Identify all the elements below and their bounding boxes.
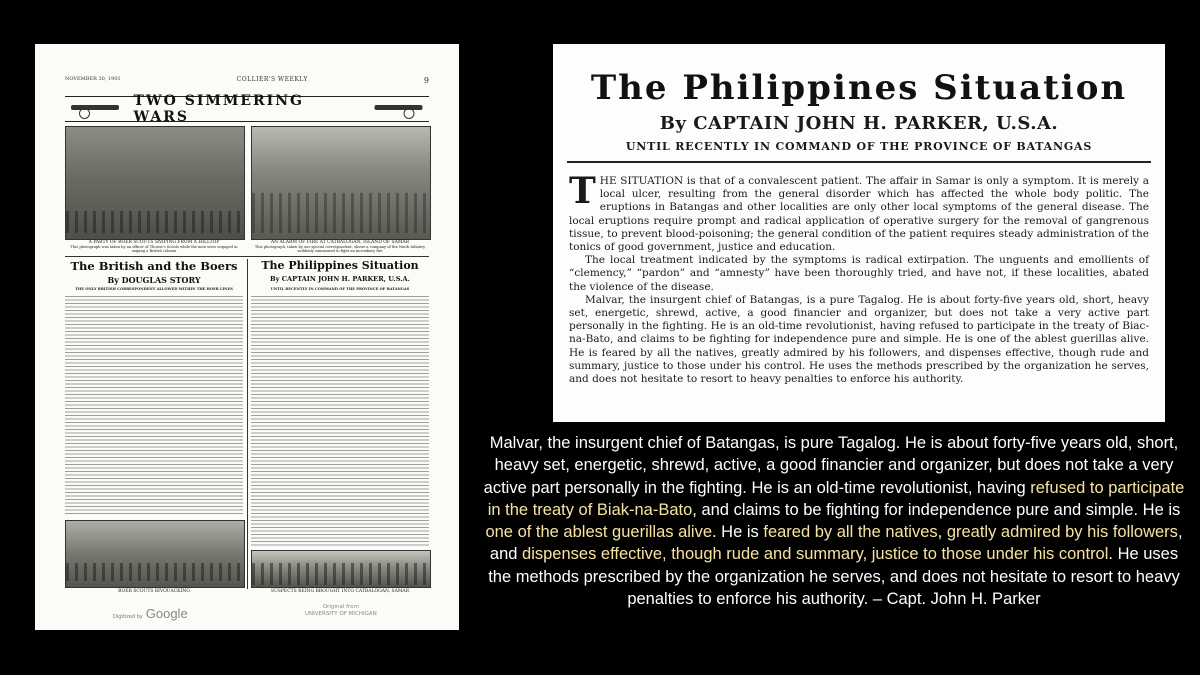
caption-detail: This photograph was taken by an officer of Thorne's Scouts while the men were engaged in sniping a British column (70, 245, 238, 254)
cannon-right-icon (370, 102, 429, 116)
original-label: Original from (322, 604, 359, 610)
caption-title: AN ALARM OF FIRE AT CATBALOGAN, ISLAND OF SAMAR (270, 240, 410, 245)
quote-transcription: Malvar, the insurgent chief of Batangas, is pure Tagalog. He is about forty-five years old, short, heavy set, energetic, shrewd, active, a good financier and organizer, but does not take a very active part personally in the fighting. He is an old-time revolutionist, having refused to participate in the treaty of Biak-na-Bato, and claims to be fighting for independence pure and simple. He is one of the ablest guerillas alive. He is feared by all the natives, greatly admired by his followers, and dispenses effective, though rude and summary, justice to those under his control. He uses the methods prescribed by the organization he serves, and does not hesitate to resort to heavy penalties to enforce his authority. – Capt. John H. Parker (483, 434, 1185, 609)
clipping-body (569, 170, 1149, 386)
magazine-name: COLLIER'S WEEKLY (236, 76, 308, 83)
article-text-philippines (251, 296, 429, 546)
article-title-philippines: The Philippines Situation (261, 259, 419, 272)
google-logo: Google (145, 606, 188, 621)
original-source: UNIVERSITY OF MICHIGAN (305, 611, 377, 617)
column-divider (247, 259, 248, 589)
photo-suspects-catbalogan (251, 550, 431, 588)
photo-caption-left (65, 240, 243, 253)
clipping-subtitle: UNTIL RECENTLY IN COMMAND OF THE PROVINCE OF BATANGAS (625, 140, 1093, 153)
highlight-admired: greatly admired by his followers (946, 523, 1178, 542)
clipping-byline: By CAPTAIN JOHN H. PARKER, U.S.A. (659, 113, 1059, 134)
page-number: 9 (423, 76, 429, 85)
digitized-label: Digitized by (113, 614, 143, 620)
photo-caption-right (251, 240, 429, 253)
google-watermark (113, 606, 188, 621)
magazine-page-scan (35, 44, 459, 630)
clipping-title: The Philippines Situation (590, 68, 1128, 108)
bottom-caption-right: SUSPECTS BEING BROUGHT INTO CATBALOGAN, SAMAR (270, 589, 410, 594)
photo-boer-scouts-sniping (65, 126, 245, 240)
highlight-feared: feared by all the natives (763, 523, 938, 542)
banner-title: TWO SIMMERING WARS (133, 93, 304, 125)
clipping-paragraph-2: The local treatment indicated by the symptoms is radical extirpation. The unguents and emollients of “clemency,” “pardon” and “amnesty” have been thoroughly tried, and have not, if these localities, abated the violence of the disease. (569, 254, 1149, 293)
photo-boer-scouts-bivouacking (65, 520, 245, 588)
drop-cap: T (569, 170, 596, 212)
article-clipping (553, 44, 1165, 422)
article-byline-boers: By DOUGLAS STORY (107, 275, 201, 285)
banner (65, 93, 429, 125)
article-title-boers: The British and the Boers (70, 259, 238, 273)
highlight-justice: dispenses effective, though rude and summary, justice to those under his control (522, 545, 1109, 564)
photo-alarm-catbalogan (251, 126, 431, 240)
magazine-header (65, 76, 429, 85)
article-subtitle-boers: THE ONLY BRITISH CORRESPONDENT ALLOWED WITHIN THE BOER LINES (75, 287, 233, 291)
article-subtitle-philippines: UNTIL RECENTLY IN COMMAND OF THE PROVINCE OF BATANGAS (270, 287, 410, 291)
cannon-left-icon (65, 102, 124, 116)
bottom-caption-left: BOER SCOUTS BIVOUACKING (118, 589, 190, 594)
original-source-mark (305, 604, 377, 618)
caption-detail: This photograph, taken by our special correspondent, shows a company of the Ninth Infantry suddenly summoned to fight an incendiary fire (254, 245, 426, 254)
article-text-boers (65, 296, 243, 516)
highlight-treaty: refused to participate in the treaty of Biak-na-Bato (487, 478, 1185, 519)
caption-title: A PARTY OF BOER SCOUTS SNIPING FROM A HILLTOP (88, 240, 220, 245)
divider (65, 256, 429, 257)
clipping-paragraph-3: Malvar, the insurgent chief of Batangas, is a pure Tagalog. He is about forty-five years old, short, heavy set, energetic, shrewd, active, a good financier and organizer, but does not take a very active part personally in the fighting. He is an old-time revolutionist, having refused to participate in the treaty of Biac-na-Bato, and claims to be fighting for independence pure and simple. He is one of the ablest guerillas alive. He is feared by all the natives, greatly admired by his followers, and dispenses effective, though rude and summary, justice to those under his control. He uses the methods prescribed by the organization he serves, and does not hesitate to resort to heavy penalties to enforce his authority. (569, 293, 1149, 386)
clipping-paragraph-1: THE SITUATION is that of a convalescent patient. The affair in Samar is only a symptom. It is merely a local ulcer, resulting from the general disorder which has affected the whole body politic. The eruptions in Batangas and other localities are only other local symptoms of the general disease. The local eruptions require prompt and radical application of operative surgery for the removal of gangrenous tissue, to prevent blood-poisoning; the general condition of the patient requires steady administration of the tonics of good government, justice and education. (569, 170, 1149, 254)
clipping-rule (567, 161, 1151, 163)
issue-date: NOVEMBER 30, 1901 (65, 76, 121, 82)
highlight-ablest-guerillas: one of the ablest guerillas alive (485, 523, 713, 542)
article-byline-philippines: By CAPTAIN JOHN H. PARKER, U.S.A. (270, 275, 410, 283)
